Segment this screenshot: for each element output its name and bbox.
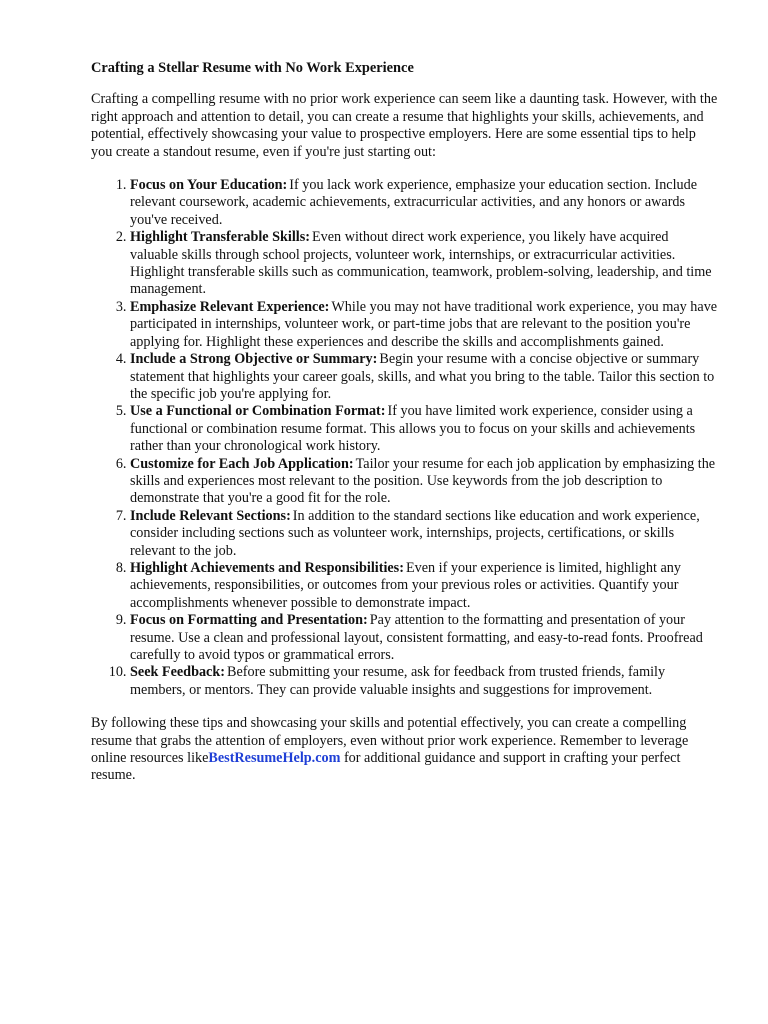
list-item — [130, 403, 720, 455]
tip-text: In addition to the standard sections like education and work experience, consider including sections such as volunteer work, internships, projects, certifications, or skills relevant to the job. — [130, 507, 700, 559]
conclusion-text-before-link: By following these tips and showcasing your skills and potential effectively, you can create a compelling resume that grabs the attention of employers, even without prior work experience. Remember to leverage online resources like — [91, 715, 689, 767]
tip-text: Tailor your resume for each job application by emphasizing the skills and experiences most relevant to the position. Use keywords from the job description to demonstrate that you're a good fit for the role. — [130, 455, 716, 507]
tip-text: Even without direct work experience, you likely have acquired valuable skills through school projects, volunteer work, internships, or extracurricular activities. Highlight transferable skills such as communication, teamwork, problem-solving, leadership, and time management. — [130, 229, 712, 298]
list-item — [130, 612, 720, 664]
list-item — [130, 229, 720, 299]
tip-title: Highlight Transferable Skills: — [130, 229, 310, 246]
document-title: Crafting a Stellar Resume with No Work Experience — [91, 60, 414, 76]
best-resume-help-link[interactable]: BestResumeHelp.com — [208, 750, 341, 767]
intro-paragraph: Crafting a compelling resume with no prior work experience can seem like a daunting task. However, with the right approach and attention to detail, you can create a resume that highlights your skills, achievements, and potential, effectively showcasing your value to prospective employers. Here are some essential tips to help you create a standout resume, even if you're just starting out: — [91, 91, 718, 160]
tip-text: Before submitting your resume, ask for feedback from trusted friends, family members, or mentors. They can provide valuable insights and suggestions for improvement. — [130, 664, 666, 698]
tip-text: If you have limited work experience, consider using a functional or combination resume format. This allows you to focus on your skills and achievements rather than your chronological work history. — [130, 403, 696, 455]
list-item — [130, 177, 720, 229]
tip-title: Seek Feedback: — [130, 664, 225, 681]
tip-text: While you may not have traditional work experience, you may have participated in internships, volunteer work, or part-time jobs that are relevant to the position you're applying for. Highlight these experiences and describe the skills and accomplishments gained. — [130, 298, 718, 350]
tip-title: Include Relevant Sections: — [130, 507, 291, 524]
list-item — [130, 351, 720, 403]
tip-title: Use a Functional or Combination Format: — [130, 403, 386, 420]
tip-title: Customize for Each Job Application: — [130, 455, 354, 472]
conclusion-text-after-link: for additional guidance and support in crafting your perfect resume. — [91, 750, 681, 784]
tip-title: Focus on Your Education: — [130, 177, 288, 194]
tips-list — [91, 177, 720, 699]
tip-text: Begin your resume with a concise objective or summary statement that highlights your career goals, skills, and what you bring to the table. Tailor this section to the specific job you're applying for. — [130, 351, 715, 402]
list-item — [130, 456, 720, 508]
tip-text: If you lack work experience, emphasize your education section. Include relevant coursework, academic achievements, extracurricular activities, and any honors or awards you've received. — [130, 177, 698, 228]
conclusion-paragraph — [91, 715, 711, 785]
list-item — [130, 299, 720, 351]
tip-text: Pay attention to the formatting and presentation of your resume. Use a clean and professional layout, consistent formatting, and easy-to-read fonts. Proofread carefully to avoid typos or grammatical errors. — [130, 612, 703, 663]
tip-title: Focus on Formatting and Presentation: — [130, 612, 368, 629]
list-item — [130, 560, 720, 612]
list-item — [130, 508, 720, 560]
tip-text: Even if your experience is limited, highlight any achievements, responsibilities, or outcomes from your previous roles or activities. Quantify your accomplishments whenever possible to demonstrate impact. — [130, 559, 681, 611]
list-item — [130, 664, 720, 699]
tip-title: Highlight Achievements and Responsibilities: — [130, 559, 404, 576]
tip-title: Include a Strong Objective or Summary: — [130, 351, 378, 368]
tip-title: Emphasize Relevant Experience: — [130, 298, 330, 315]
